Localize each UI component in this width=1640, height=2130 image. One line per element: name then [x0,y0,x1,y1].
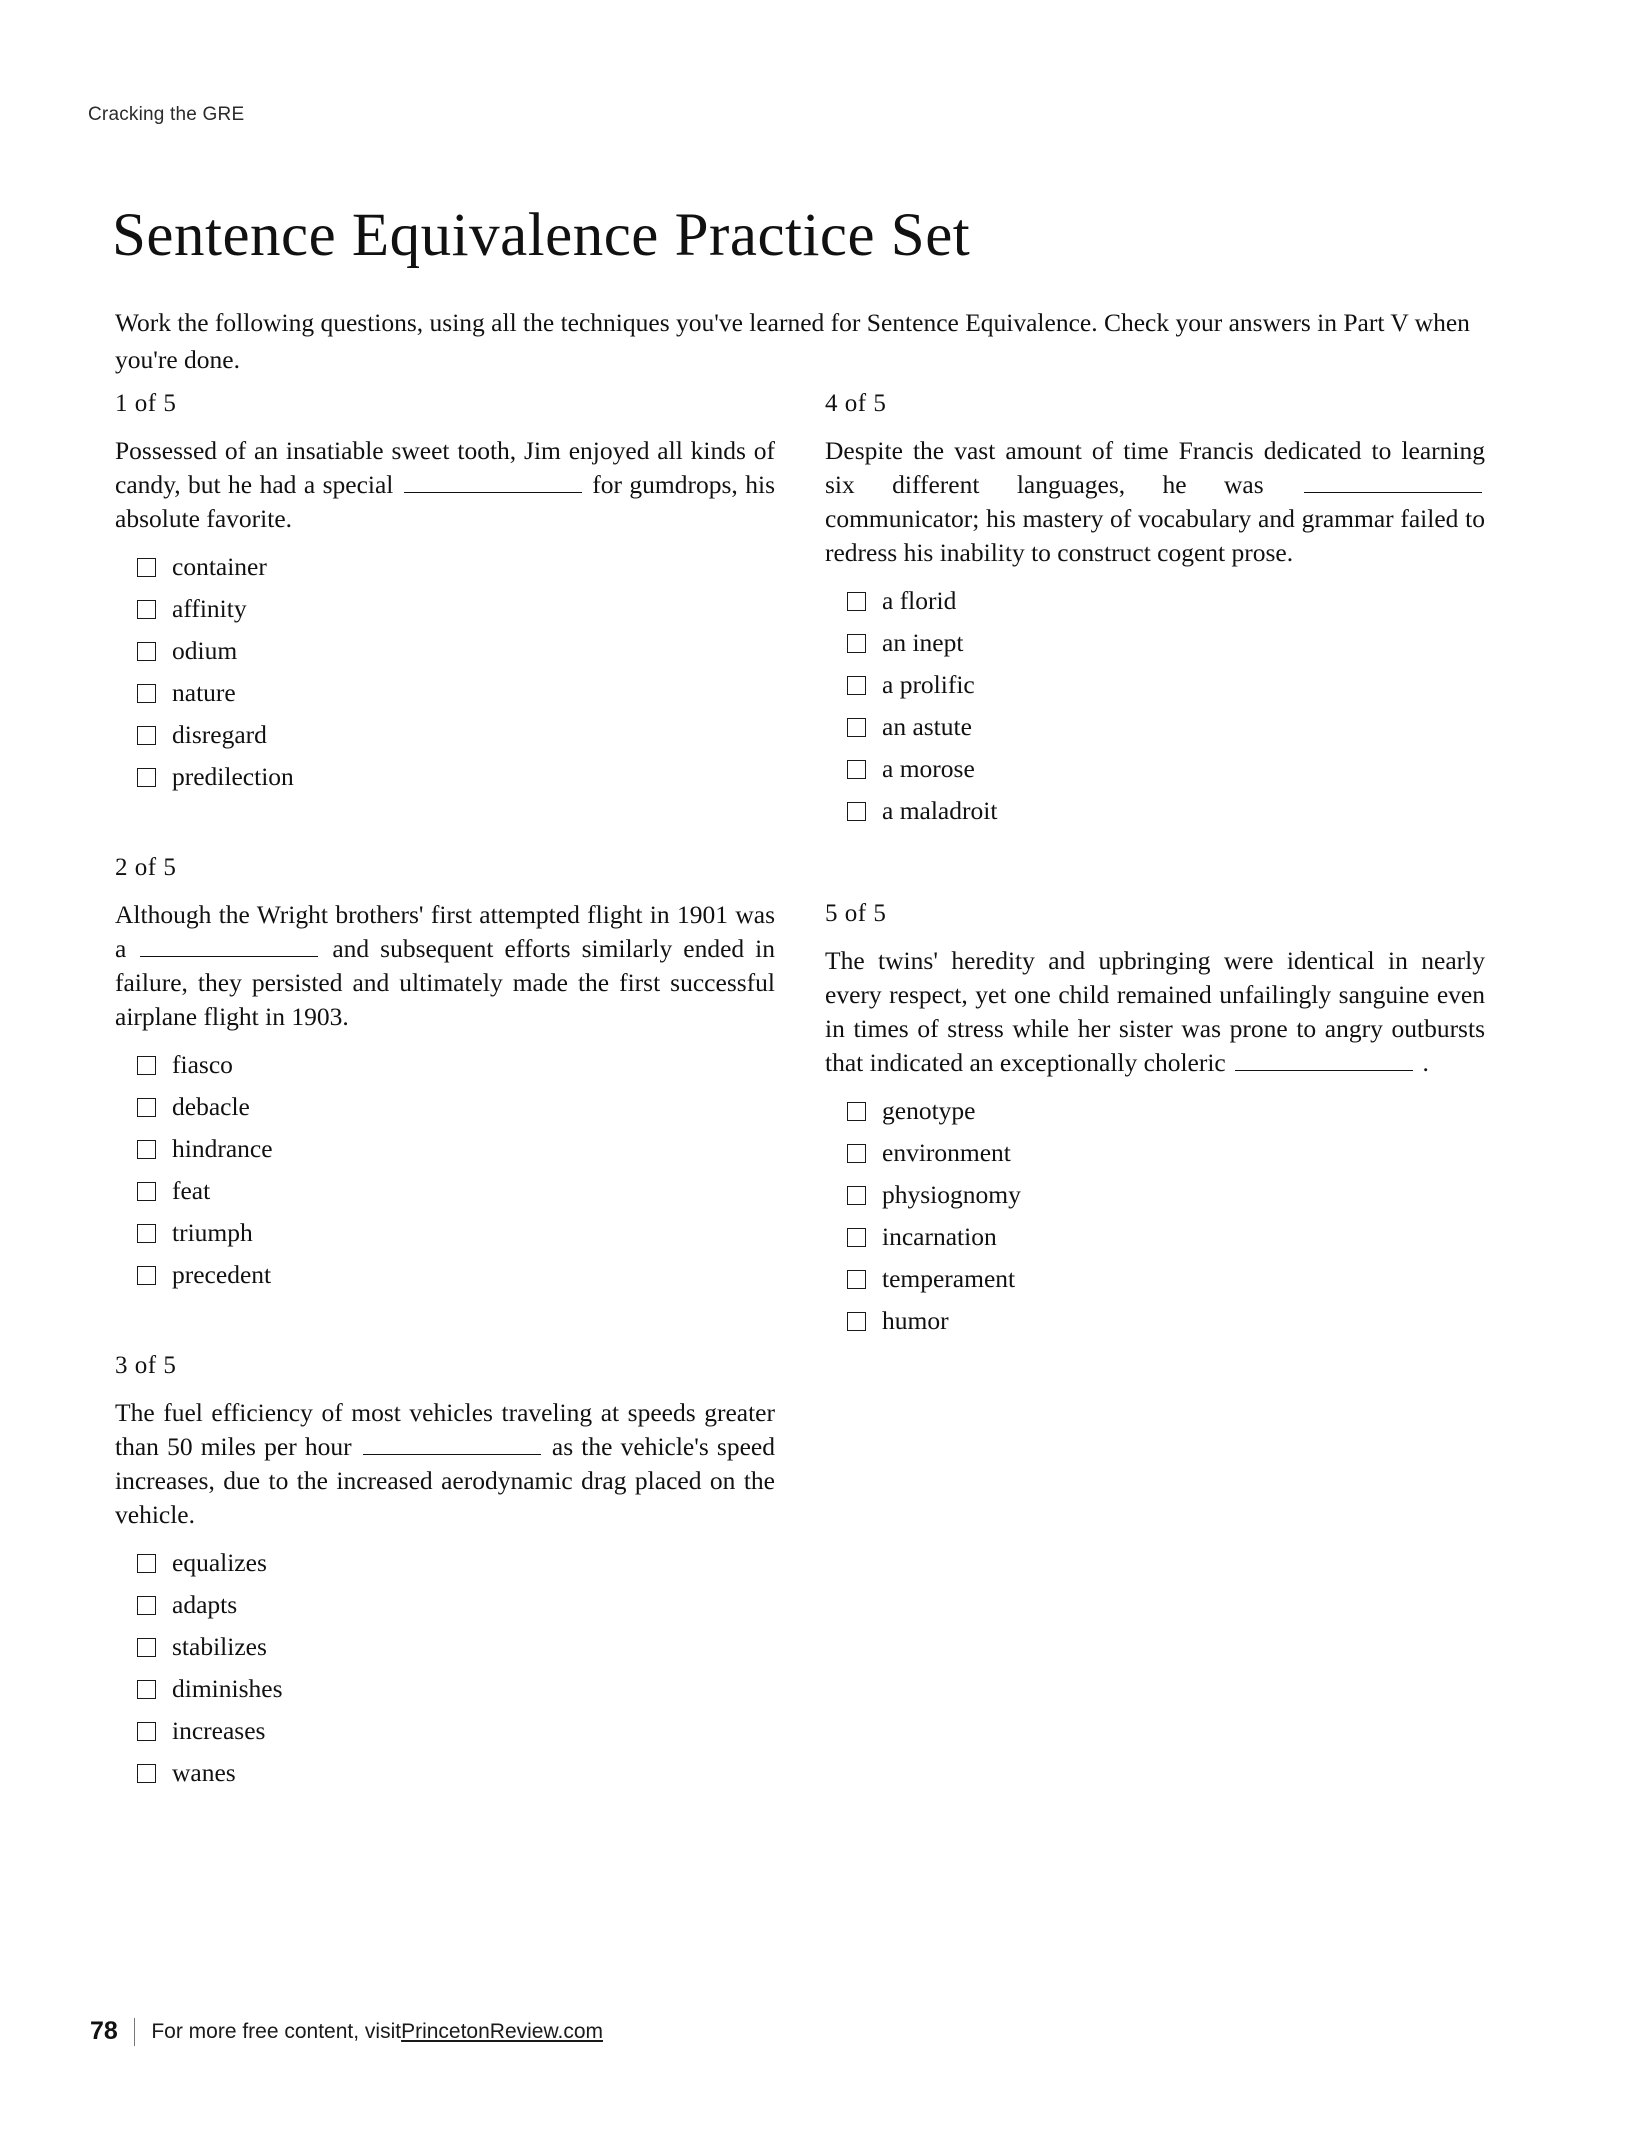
answer-blank[interactable] [404,471,582,493]
choice-option[interactable] [825,1096,1485,1126]
choice-option[interactable] [115,552,775,582]
choice-option[interactable] [115,1632,775,1662]
choice-label: an astute [882,712,972,741]
checkbox-icon[interactable] [137,1596,156,1615]
checkbox-icon[interactable] [137,768,156,787]
choice-option[interactable] [115,1674,775,1704]
page-footer [90,2017,603,2046]
choice-option[interactable] [825,1222,1485,1252]
choice-option[interactable] [825,1306,1485,1336]
checkbox-icon[interactable] [847,1144,866,1163]
question-text-part-1: Despite the vast amount of time Francis dedicated to learning six different languages, he was [825,436,1485,499]
choice-option[interactable] [825,796,1485,826]
choice-label: physiognomy [882,1180,1021,1209]
choice-label: adapts [172,1590,238,1619]
choice-label: nature [172,678,236,707]
choice-option[interactable] [825,628,1485,658]
checkbox-icon[interactable] [137,1182,156,1201]
checkbox-icon[interactable] [137,1224,156,1243]
checkbox-icon[interactable] [847,1228,866,1247]
left-column [115,390,775,1800]
checkbox-icon[interactable] [137,1680,156,1699]
choice-label: odium [172,636,238,665]
checkbox-icon[interactable] [137,1140,156,1159]
footer-page-number: 78 [90,2017,118,2045]
choice-label: equalizes [172,1548,267,1577]
choice-option[interactable] [825,712,1485,742]
footer-text: For more free content, visit [151,2019,402,2043]
choice-label: fiasco [172,1050,233,1079]
question-3 [115,1352,775,1788]
choice-label: temperament [882,1264,1016,1293]
answer-blank[interactable] [140,935,318,957]
choice-option[interactable] [115,1260,775,1290]
question-4 [825,390,1485,826]
answer-blank[interactable] [1235,1049,1413,1071]
choice-label: a prolific [882,670,975,699]
choice-label: incarnation [882,1222,997,1251]
choice-label: hindrance [172,1134,273,1163]
question-text [115,1396,775,1532]
choice-option[interactable] [115,594,775,624]
spacer [825,838,1485,900]
question-text [115,898,775,1034]
checkbox-icon[interactable] [137,1098,156,1117]
question-text-part-1: The fuel efficiency of most vehicles traveling at speeds greater than 50 miles per hour [115,1398,775,1461]
checkbox-icon[interactable] [137,642,156,661]
checkbox-icon[interactable] [847,760,866,779]
choice-option[interactable] [115,1758,775,1788]
question-text-part-2: as the vehicle's speed increases, due to the increased aerodynamic drag placed on the vehicle. [115,1432,775,1529]
question-text [115,434,775,536]
choice-label: stabilizes [172,1632,267,1661]
choice-label: a morose [882,754,975,783]
choice-option[interactable] [115,636,775,666]
checkbox-icon[interactable] [847,676,866,695]
question-text-part-1: Possessed of an insatiable sweet tooth, Jim enjoyed all kinds of candy, but he had a special [115,436,775,499]
choice-label: genotype [882,1096,976,1125]
answer-blank[interactable] [1304,471,1482,493]
checkbox-icon[interactable] [847,802,866,821]
choice-label: a florid [882,586,957,615]
choice-list [115,552,775,792]
checkbox-icon[interactable] [847,1186,866,1205]
checkbox-icon[interactable] [847,1102,866,1121]
choice-option[interactable] [115,1176,775,1206]
spacer [115,1302,775,1352]
choice-label: increases [172,1716,266,1745]
choice-label: debacle [172,1092,250,1121]
checkbox-icon[interactable] [137,1722,156,1741]
choice-label: humor [882,1306,949,1335]
checkbox-icon[interactable] [137,1554,156,1573]
question-text-part-1: The twins' heredity and upbringing were identical in nearly every respect, yet one child remained unfailingly sanguine even in times of stress while her sister was prone to angry outbursts that indicated an exceptionally choleric [825,946,1485,1077]
spacer [115,804,775,854]
choice-option[interactable] [825,1264,1485,1294]
running-head: Cracking the GRE [88,104,245,125]
choice-label: container [172,552,267,581]
checkbox-icon[interactable] [137,1266,156,1285]
choice-label: environment [882,1138,1011,1167]
choice-label: affinity [172,594,247,623]
question-number: 3 of 5 [115,1352,177,1379]
question-text-part-2: for gumdrops, his absolute favorite. [115,470,775,533]
answer-blank[interactable] [363,1433,541,1455]
question-text [825,434,1485,570]
checkbox-icon[interactable] [137,1056,156,1075]
choice-option[interactable] [115,1548,775,1578]
question-text-part-1: Although the Wright brothers' first attempted flight in 1901 was a [115,900,775,963]
right-column [825,390,1485,1348]
checkbox-icon[interactable] [137,600,156,619]
intro-paragraph: Work the following questions, using all the techniques you've learned for Sentence Equivalence. Check your answers in Part V when you're done. [115,307,1470,374]
question-number: 2 of 5 [115,854,177,881]
choice-label: triumph [172,1218,253,1247]
question-number: 5 of 5 [825,900,887,927]
footer-divider [134,2018,136,2046]
choice-label: disregard [172,720,267,749]
question-2 [115,854,775,1290]
footer-link[interactable]: PrincetonReview.com [401,2019,603,2043]
question-number: 1 of 5 [115,390,177,417]
checkbox-icon[interactable] [847,1270,866,1289]
checkbox-icon[interactable] [137,726,156,745]
question-text-part-2: . [1416,1048,1429,1077]
checkbox-icon[interactable] [847,1312,866,1331]
choice-option[interactable] [115,1092,775,1122]
choice-label: a maladroit [882,796,998,825]
question-number: 4 of 5 [825,390,887,417]
choice-option[interactable] [825,1180,1485,1210]
checkbox-icon[interactable] [137,1638,156,1657]
question-text [825,944,1485,1080]
choice-option[interactable] [115,762,775,792]
page-title: Sentence Equivalence Practice Set [112,201,971,269]
choice-list [825,586,1485,826]
choice-option[interactable] [115,1050,775,1080]
checkbox-icon[interactable] [137,684,156,703]
checkbox-icon[interactable] [137,558,156,577]
choice-option[interactable] [115,678,775,708]
choice-label: wanes [172,1758,236,1787]
choice-list [115,1050,775,1290]
choice-option[interactable] [825,754,1485,784]
question-5 [825,900,1485,1336]
checkbox-icon[interactable] [847,634,866,653]
choice-option[interactable] [115,1716,775,1746]
choice-list [115,1548,775,1788]
checkbox-icon[interactable] [847,718,866,737]
choice-option[interactable] [825,670,1485,700]
question-1 [115,390,775,792]
choice-option[interactable] [115,1134,775,1164]
question-text-part-2: communicator; his mastery of vocabulary and grammar failed to redress his inability to construct cogent prose. [825,504,1485,567]
checkbox-icon[interactable] [847,592,866,611]
checkbox-icon[interactable] [137,1764,156,1783]
choice-label: an inept [882,628,964,657]
choice-option[interactable] [115,1218,775,1248]
choice-label: precedent [172,1260,272,1289]
choice-option[interactable] [825,1138,1485,1168]
choice-label: diminishes [172,1674,283,1703]
choice-option[interactable] [825,586,1485,616]
choice-option[interactable] [115,1590,775,1620]
choice-option[interactable] [115,720,775,750]
choice-label: feat [172,1176,211,1205]
question-text-part-2: and subsequent efforts similarly ended in failure, they persisted and ultimately made the first successful airplane flight in 1903. [115,934,775,1031]
choice-list [825,1096,1485,1336]
choice-label: predilection [172,762,294,791]
